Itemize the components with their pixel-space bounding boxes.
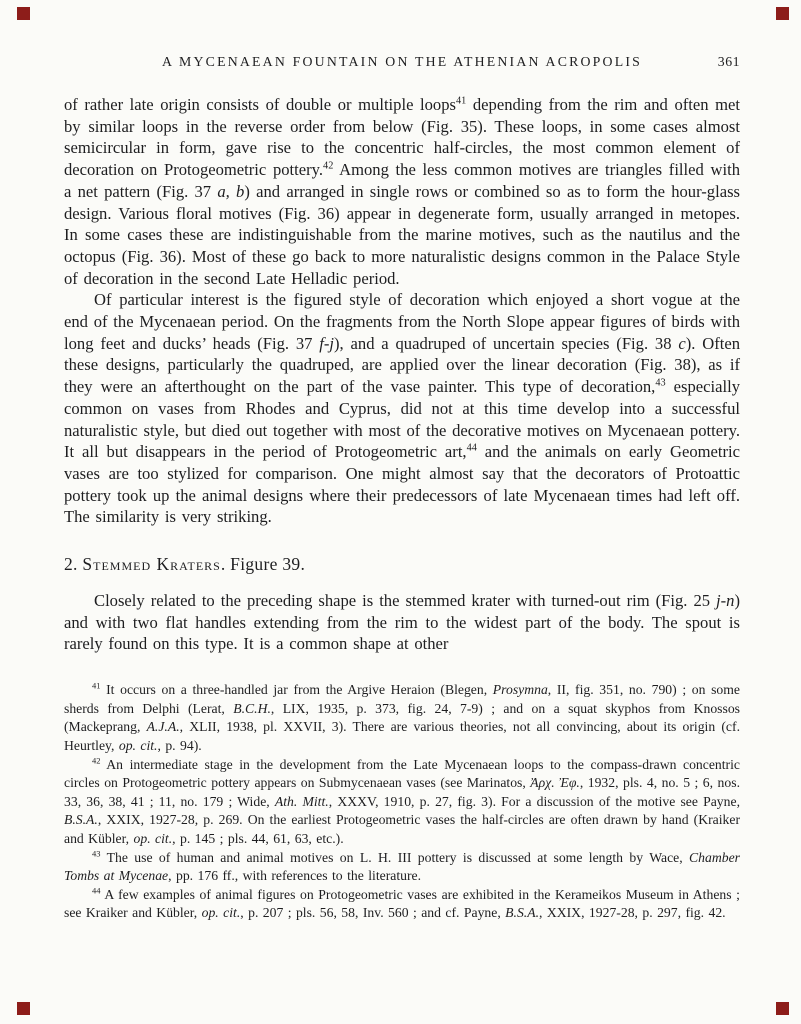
body-paragraph: Closely related to the preceding shape is the stemmed krater with turned-out rim (Fig. 25 j-n) and with two flat handles extending from the rim to the widest part of the body. The spout is rarely found on this type. It is a common shape at other: [64, 591, 740, 654]
corner-registration-mark-bottom-right: [776, 1002, 789, 1015]
footnotes-block: [64, 681, 740, 923]
body-paragraph: Of particular interest is the figured style of decoration which enjoyed a short vogue at the end of the Mycenaean period. On the fragments from the North Slope appear figures of birds with long feet and ducks’ heads (Fig. 37 f-j), and a quadruped of uncertain species (Fig. 38 c). Often these designs, particularly the quadruped, are applied over the linear decoration (Fig. 38), as if they were an afterthought on the part of the vase painter. This type of decoration,$^{43}$ especially common on vases from Rhodes and Cyprus, did not at this time develop into a successful naturalistic style, but died out together with most of the decorative motives on Mycenaean pottery. It all but disappears in the period of Protogeometric art,$^{44}$ and the animals on early Geometric vases are too stylized for comparison. One might almost say that the decorators of Protoattic pottery took up the animal designs where their predecessors of late Mycenaean times had left off. The similarity is very striking.: [64, 290, 740, 527]
running-header: [64, 54, 740, 70]
corner-registration-mark-top-right: [776, 7, 789, 20]
running-header-title: A MYCENAEAN FOUNTAIN ON THE ATHENIAN ACROPOLIS: [161, 54, 643, 69]
text-column: [64, 54, 740, 923]
body-paragraph: of rather late origin consists of double or multiple loops$^{41}$ depending from the rim and often met by similar loops in the reverse order from below (Fig. 35). These loops, in some cases almost semicircular in form, gave rise to the concentric half-circles, the most common element of decoration on Protogeometric pottery.$^{42}$ Among the less common motives are triangles filled with a net pattern (Fig. 37 a, b) and arranged in single rows or combined so as to form the hour-glass design. Various floral motives (Fig. 36) appear in degenerate form, usually arranged in metopes. In some cases these are indistinguishable from the marine motives, such as the nautilus and the octopus (Fig. 36). Most of these go back to more naturalistic designs common in the Palace Style of decoration in the second Late Helladic period.: [64, 95, 741, 288]
corner-registration-mark-bottom-left: [17, 1002, 30, 1015]
page-number: 361: [717, 54, 740, 69]
footnote: $^{43}$ The use of human and animal motives on L. H. III pottery is discussed at some length by Wace, Chamber Tombs at Mycenae, pp. 176 ff., with references to the literature.: [64, 847, 740, 884]
section-heading: 2. Stemmed Kraters. Figure 39.: [64, 554, 306, 575]
corner-registration-mark-top-left: [17, 7, 30, 20]
footnote: $^{41}$ It occurs on a three-handled jar from the Argive Heraion (Blegen, Prosymna, II, fig. 351, no. 790) ; on some sherds from Delphi (Lerat, B.C.H., LIX, 1935, p. 373, fig. 24, 7-9) ; and on a squat skyphos from Knossos (Mackeprang, A.J.A., XLII, 1938, pl. XXVII, 3). There are various theories, not all convincing, about its origin (cf. Heurtley, op. cit., p. 94).: [64, 680, 740, 753]
footnote: $^{44}$ A few examples of animal figures on Protogeometric vases are exhibited in the Kerameikos Museum in Athens ; see Kraiker and Kübler, op. cit., p. 207 ; pls. 56, 58, Inv. 560 ; and cf. Payne, B.S.A., XXIX, 1927-28, p. 297, fig. 42.: [64, 885, 740, 921]
footnote: $^{42}$ An intermediate stage in the development from the Late Mycenaean loops to the compass-drawn concentric circles on Protogeometric pottery appears on Submycenaean vases (see Marinatos, Ἀρχ. Ἐφ., 1932, pls. 4, no. 5 ; 6, nos. 33, 36, 38, 41 ; 11, no. 179 ; Wide, Ath. Mitt., XXXV, 1910, p. 27, fig. 3). For a discussion of the motive see Payne, B.S.A., XXIX, 1927-28, p. 269. On the earliest Protogeometric vases the half-circles are often drawn by hand (Kraiker and Kübler, op. cit., p. 145 ; pls. 44, 61, 63, etc.).: [64, 754, 740, 846]
